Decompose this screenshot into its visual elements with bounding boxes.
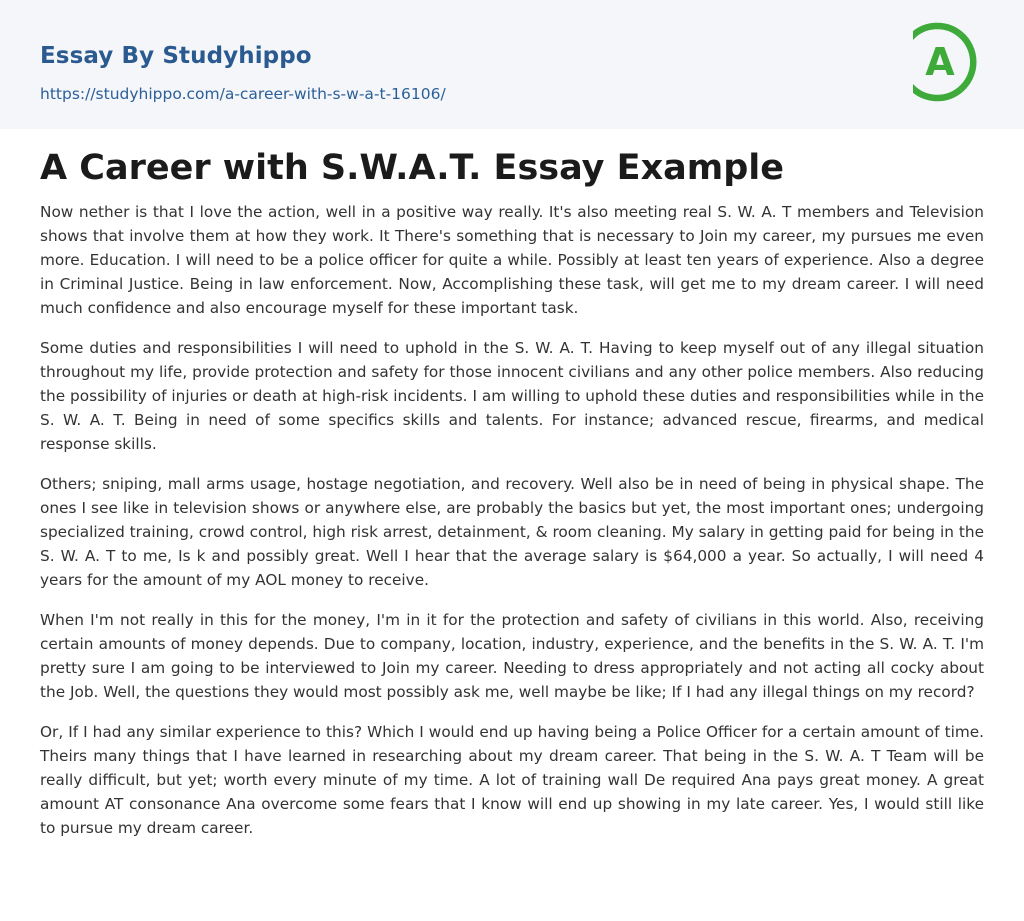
essay-paragraph: Others; sniping, mall arms usage, hostage negotiation, and recovery. Well also be in need of being in physical shape. The ones I see like in television shows or anywhere else, are probably the basics but yet, the most important ones; undergoing specialized training, crowd control, high risk arrest, detainment, & room cleaning. My salary in getting paid for being in the S. W. A. T to me, Is k and possibly great. Well I hear that the average salary is $64,000 a year. So actually, I will need 4 years for the amount of my AOL money to receive. xyxy=(40,475,984,589)
essay-paragraph: When I'm not really in this for the money, I'm in it for the protection and safety of civilians in this world. Also, receiving certain amounts of money depends. Due to company, location, industry, experience, and the benefits in the S. W. A. T. I'm pretty sure I am going to be interviewed to Join my career. Needing to dress appropriately and not acting all cocky about the Job. Well, the questions they would most possibly ask me, well maybe be like; If I had any illegal things on my record? xyxy=(40,611,984,701)
source-url-link[interactable]: https://studyhippo.com/a-career-with-s-w-a-t-16106/ xyxy=(40,85,446,103)
essay-paragraph: Some duties and responsibilities I will need to uphold in the S. W. A. T. Having to keep myself out of any illegal situation throughout my life, provide protection and safety for those innocent civilians and any other police members. Also reducing the possibility of injuries or death at high-risk incidents. I am willing to uphold these duties and responsibilities while in the S. W. A. T. Being in need of some specifics skills and talents. For instance; advanced rescue, firearms, and medical response skills. xyxy=(40,339,984,453)
essay-paragraph: Or, If I had any similar experience to this? Which I would end up having being a Police Officer for a certain amount of time. Theirs many things that I have learned in researching about my dream career. That being in the S. W. A. T Team will be really difficult, but yet; worth every minute of my time. A lot of training wall De required Ana pays great money. A great amount AT consonance Ana overcome some fears that I know will end up showing in my late career. Yes, I would still like to pursue my dream career. xyxy=(40,723,984,837)
page-title: A Career with S.W.A.T. Essay Example xyxy=(40,148,785,188)
site-header xyxy=(0,0,1024,129)
brand-title[interactable]: Essay By Studyhippo xyxy=(40,43,312,69)
logo-letter: A xyxy=(925,40,955,84)
essay-body xyxy=(40,200,984,840)
article xyxy=(40,140,984,856)
essay-paragraph: Now nether is that I love the action, well in a positive way really. It's also meeting real S. W. A. T members and Television shows that involve them at how they work. It There's something that is necessary to Join my career, my pursues me even more. Education. I will need to be a police officer for quite a while. Possibly at least ten years of experience. Also a degree in Criminal Justice. Being in law enforcement. Now, Accomplishing these task, will get me to my dream career. I will need much confidence and also encourage myself for these important task. xyxy=(40,203,984,317)
studyhippo-logo-icon[interactable] xyxy=(913,19,987,105)
